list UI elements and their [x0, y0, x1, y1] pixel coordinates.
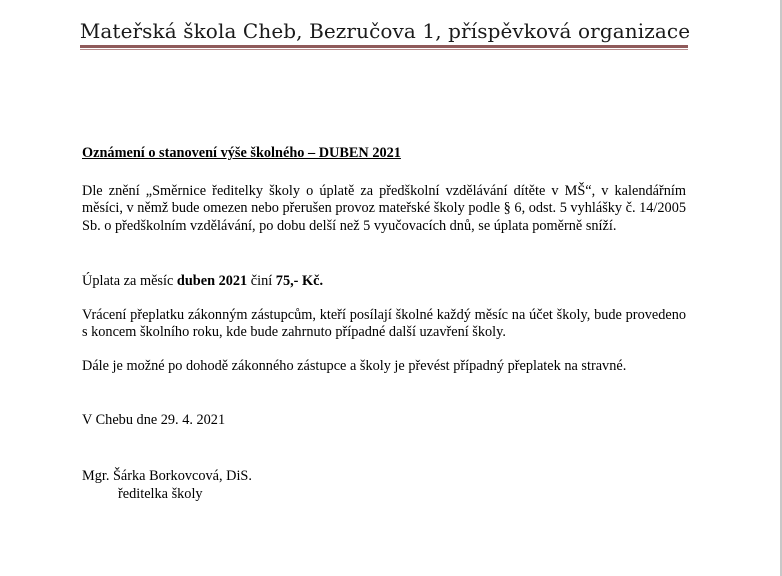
- payment-middle: činí: [247, 273, 276, 289]
- school-letterhead-title: Mateřská škola Cheb, Bezručova 1, příspěvková organizace: [79, 19, 691, 43]
- letterhead-divider: [80, 45, 688, 48]
- date-line: V Chebu dne 29. 4. 2021: [82, 412, 226, 428]
- notice-heading: Oznámení o stanovení výše školného – DUBEN 2021: [82, 145, 401, 161]
- payment-month: duben 2021: [176, 273, 248, 289]
- refund-paragraph: Vrácení přeplatku zákonným zástupcům, kteří posílají školné každý měsíc na účet školy, bude provedeno s koncem školního roku, kde bude zahrnuto případné další uzavření školy.: [82, 307, 686, 341]
- payment-amount: 75,- Kč.: [275, 273, 324, 289]
- regulation-paragraph: Dle znění „Směrnice ředitelky školy o úplatě za předškolní vzdělávání dítěte v MŠ“, v kalendářním měsíci, v němž bude omezen nebo přerušen provoz mateřské školy podle § 6, odst. 5 vyhlášky č. 14/2005 Sb. o předškolním vzdělávání, po dobu delší než 5 vyučovacích dnů, se úplata poměrně sníží.: [82, 183, 686, 234]
- letterhead-divider-thin: [80, 49, 688, 50]
- signature-name: Mgr. Šárka Borkovcová, DiS.: [82, 468, 252, 484]
- payment-prefix: Úplata za měsíc: [82, 273, 177, 289]
- signature-role: ředitelka školy: [118, 486, 203, 502]
- transfer-paragraph: Dále je možné po dohodě zákonného zástupce a školy je převést případný přeplatek na stravné.: [82, 358, 627, 374]
- payment-statement: [82, 273, 686, 290]
